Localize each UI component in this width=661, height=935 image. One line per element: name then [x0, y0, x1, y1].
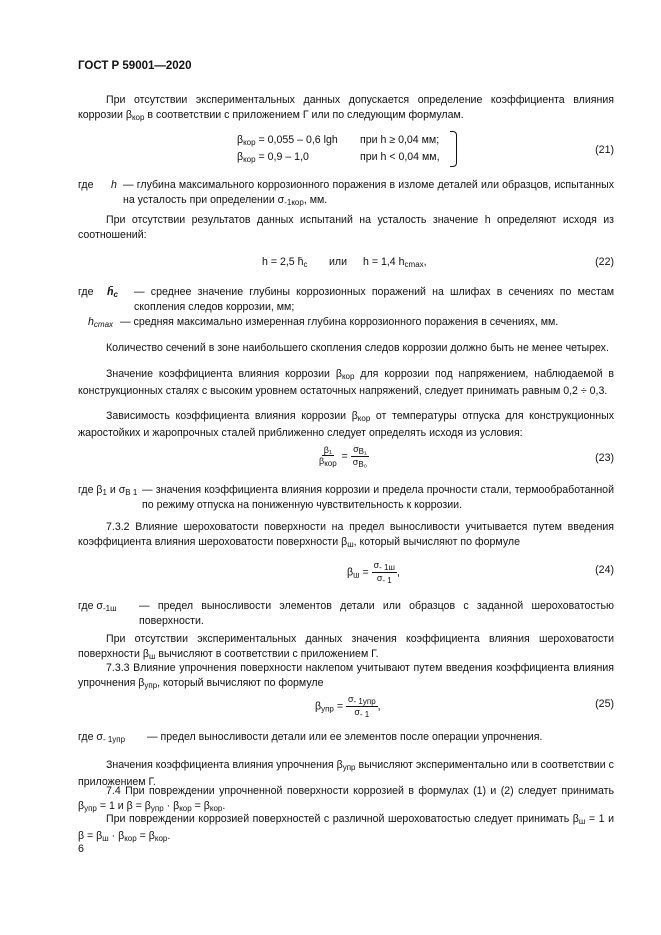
eq22-left: h = 2,5 $h̄_c$	[262, 256, 308, 269]
paragraph-temper: Зависимость коэффициента влияния коррозии $\beta_{кор}$ от температуры отпуска для конструкционных жаростойких и жаропрочных сталей приближенно следует определять исходя из условия:	[78, 410, 615, 439]
def-hc-where: где	[78, 286, 94, 298]
eq21-number: (21)	[595, 144, 614, 156]
paragraph-h-relations: При отсутствии результатов данных испытаний на усталость значение h определяют исходя из соотношений:	[78, 214, 614, 241]
page-header: ГОСТ Р 59001—2020	[78, 60, 192, 72]
eq22-right: h = 1,4 $h_{cmax}$,	[363, 256, 427, 269]
def-s1w-symbol: где $\sigma_{-1ш}$	[78, 600, 117, 613]
paragraph-7-3-3: 7.3.3 Влияние упрочнения поверхности наклепом учитывают путем введения коэффициента влияния упрочнения $\beta_{упр}$, который вычисляют по формуле	[78, 662, 614, 690]
def-s1upr-symbol: где $\sigma_{- 1упр}$	[78, 731, 126, 744]
paragraph-roughness-corrosion: При повреждении коррозией поверхностей с различной шероховатостью следует принимать $\beta_ш = 1$ и $\beta = \beta_ш \cdot \beta_{кор} = \beta_{кор}$.	[78, 813, 614, 843]
paragraph-roughness-appendix: При отсутствии экспериментальных данных значения коэффициента влияния шероховатости поверхности $\beta_ш$ вычисляют в соответствии с приложением Г.	[78, 633, 614, 661]
paragraph-hardening-values: Значения коэффициента влияния упрочнения $\beta_{упр}$ вычисляют экспериментально или в соответствии с приложением Г.	[78, 759, 614, 788]
def-hcmax-text: — средняя максимально измеренная глубина коррозионного поражения в сечениях, мм.	[120, 316, 559, 328]
def-b1-symbols: где $\beta_1$ и $\sigma_{B 1}$	[78, 484, 138, 497]
eq25-number: (25)	[595, 698, 614, 710]
eq21-cond2: при h < 0,04 мм,	[360, 151, 440, 163]
eq25: $\beta_{упр}$ = $\frac{\sigma_{- 1упр}}{\sigma_{- 1}}$ ,	[315, 694, 381, 719]
paragraph-intro: При отсутствии экспериментальных данных допускается определение коэффициента влияния коррозии $\beta_{кор}$ в соответствии с приложением Г или по следующим формулам.	[78, 94, 614, 122]
eq23: $\frac{\text{β₁}}{\beta_{кор}}$ = $\frac{\sigma_{B_1}}{\sigma_{B_0}}$	[319, 444, 367, 469]
eq23-number: (23)	[595, 452, 614, 464]
eq22-number: (22)	[595, 256, 614, 268]
paragraph-7-3-2: 7.3.2 Влияние шероховатости поверхности на предел выносливости учитывается путем введения коэффициента влияния шероховатости поверхности $\beta_ш$, который вычисляют по формуле	[78, 521, 614, 549]
paragraph-7-4: 7.4 При повреждении упрочненной поверхности коррозией в формулах (1) и (2) следует принимать $\beta_{упр} = 1$ и $\beta = \beta_{упр} \cdot \beta_{кор} = \beta_{кор}$.	[78, 785, 614, 813]
def-s1upr-text: — предел выносливости детали или ее элементов после операции упрочнения.	[147, 731, 543, 743]
eq24-number: (24)	[595, 564, 614, 576]
def-hcmax-symbol: $h_{cmax}$	[88, 316, 114, 329]
def-hc-symbol: $h̄_c$	[107, 286, 118, 299]
eq21-line2: $\beta_{кор} = 0,9 - 1,0$	[237, 151, 309, 164]
page-number: 6	[78, 843, 84, 855]
def-h-symbol: h	[111, 179, 117, 191]
def-h-where: где	[78, 179, 94, 191]
eq21-brace	[450, 131, 457, 167]
paragraph-sections: Количество сечений в зоне наибольшего скопления следов коррозии должно быть не менее четырех.	[106, 342, 609, 354]
paragraph-stress-corrosion: Значение коэффициента влияния коррозии $\beta_{кор}$ для коррозии под напряжением, наблюдаемой в конструкционных сталях с высоким уровнем остаточных напряжений, следует принимать равным 0,2 ÷ 0,3.	[78, 368, 615, 397]
def-h-text: — глубина максимального коррозионного поражения в изломе деталей или образцов, испытанных на усталость при определении $\sigma_{-1кор}$, мм.	[123, 179, 614, 207]
eq21-line1: $\beta_{кор} = 0,055 - 0,6$ lgh	[237, 134, 338, 147]
eq24: $\beta_ш$ = $\frac{\sigma_{- 1ш}}{\sigma_{- 1}}$ ,	[347, 560, 400, 585]
def-s1w-text: — предел выносливости элементов детали или образцов с заданной шероховатостью поверхности.	[139, 600, 614, 627]
eq22-or: или	[329, 256, 348, 268]
def-b1-text: — значения коэффициента влияния коррозии и предела прочности стали, термообработанной по режиму отпуска на пониженную чувствительность к коррозии.	[142, 484, 614, 511]
eq21-cond1: при h ≥ 0,04 мм;	[360, 134, 440, 146]
def-hc-text: — среднее значение глубины коррозионных поражений на шлифах в сечениях по местам скопления следов коррозии, мм;	[134, 286, 614, 313]
